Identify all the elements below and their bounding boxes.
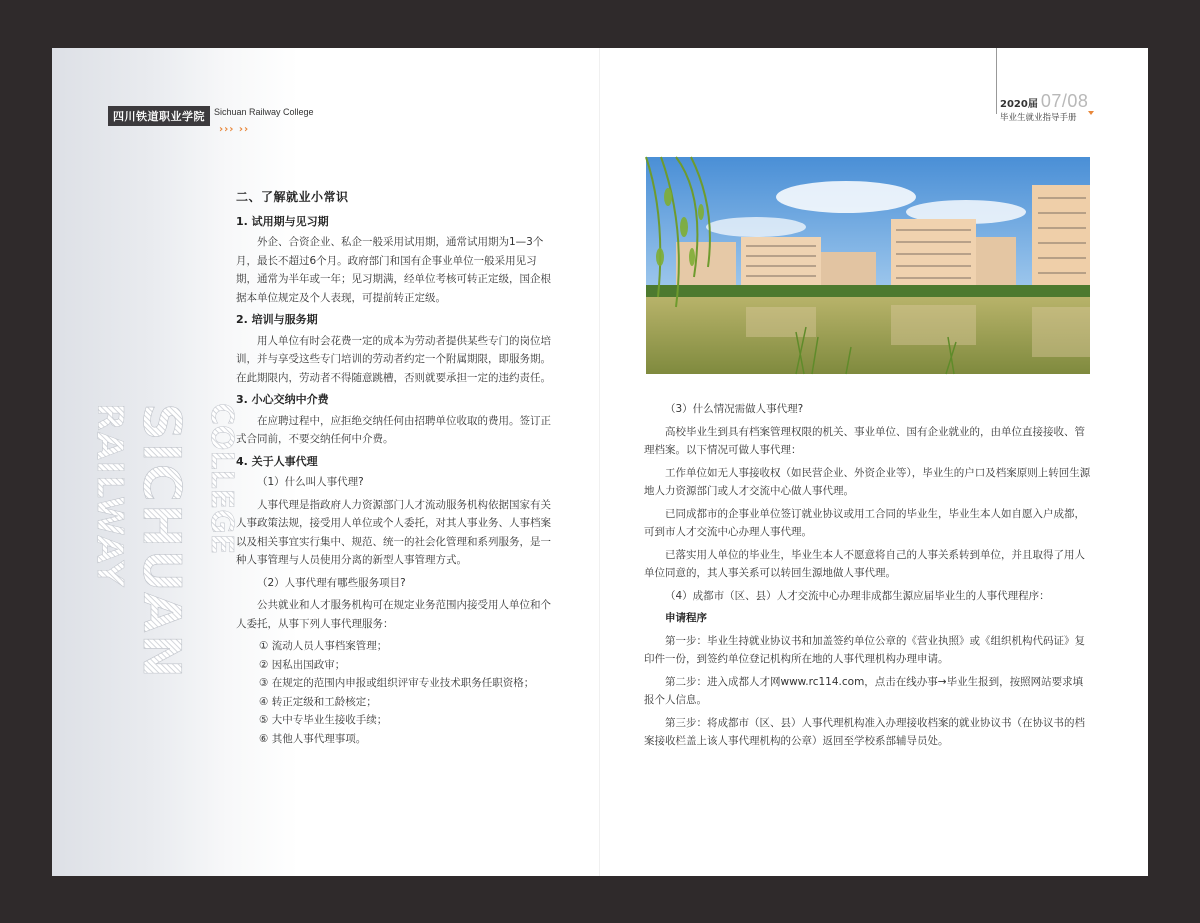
svg-text:SICHUAN: SICHUAN (131, 403, 191, 680)
caret-down-icon (1088, 111, 1094, 115)
arrow-decoration-icon: ››› ›› (219, 124, 250, 135)
section-title: 二、了解就业小常识 (236, 190, 349, 204)
question-4: （4）成都市（区、县）人才交流中心办理非成都生源应届毕业生的人事代理程序： (665, 589, 1050, 602)
subsection-agency-fee-text: 在应聘过程中，应拒绝交纳任何由招聘单位收取的费用。签订正式合同前，不要交纳任何中介费。 (236, 414, 551, 445)
watermark-logo (72, 403, 239, 803)
subsection-probation-title: 1. 试用期与见习期 (236, 214, 329, 228)
brochure-page (52, 48, 1148, 876)
question-3: （3）什么情况需做人事代理? (665, 403, 804, 415)
question-3-paragraph-3: 已同成都市的企事业单位签订就业协议或用工合同的毕业生，毕业生本人如自愿入户成都，可到市人才交流中心办理人事代理。 (644, 507, 1085, 538)
service-item: ⑤ 大中专毕业生接收手续； (259, 714, 388, 726)
campus-photo (646, 157, 1090, 374)
school-name-cn: 四川铁道职业学院 (108, 106, 210, 126)
right-column (644, 400, 1092, 755)
procedure-step-1: 第一步：毕业生持就业协议书和加盖签约单位公章的《营业执照》或《组织机构代码证》复印件一份，到签约单位登记机构所在地的人事代理机构办理申请。 (644, 634, 1085, 665)
question-3-paragraph-2: 工作单位如无人事接收权（如民营企业、外资企业等），毕业生的户口及档案原则上转回生源地人力资源部门或人才交流中心做人事代理。 (644, 466, 1091, 497)
service-list (236, 637, 554, 748)
question-3-paragraph-4: 已落实用人单位的毕业生，毕业生本人不愿意将自己的人事关系转到单位，并且取得了用人单位同意的，其人事关系可以转回生源地做人事代理。 (644, 548, 1085, 579)
subsection-probation-text: 外企、合资企业、私企一般采用试用期，通常试用期为1—3个月，最长不超过6个月。政府部门和国有企事业单位一般采用见习期，通常为半年或一年；见习期满，经单位考核可转正定级，国企根据本单位规定及个人表现，可提前转正定级。 (236, 236, 551, 304)
page-spine (599, 48, 600, 876)
subsection-personnel-agency-title: 4. 关于人事代理 (236, 454, 318, 468)
header-divider (996, 48, 997, 114)
question-1-answer: 人事代理是指政府人力资源部门人才流动服务机构依据国家有关人事政策法规，接受用人单位或个人委托，对其人事业务、人事档案以及相关事宜实行集中、规范、统一的社会化管理和系列服务，是一种人事管理与人员使用分离的新型人事管理方式。 (236, 498, 551, 566)
question-2-answer: 公共就业和人才服务机构可在规定业务范围内接受用人单位和个人委托，从事下列人事代理服务： (236, 599, 551, 630)
svg-text:RAILWAY: RAILWAY (89, 403, 130, 588)
procedure-title: 申请程序 (665, 612, 707, 624)
procedure-step-2: 第二步：进入成都人才网www.rc114.com，点击在线办事→毕业生报到，按照网站要求填报个人信息。 (644, 675, 1084, 706)
question-2: （2）人事代理有哪些服务项目? (257, 576, 406, 589)
school-name-en: Sichuan Railway College (214, 107, 314, 117)
service-item: ② 因私出国政审； (259, 658, 346, 671)
service-item: ③ 在规定的范围内申报或组织评审专业技术职务任职资格； (259, 677, 535, 689)
service-item: ① 流动人员人事档案管理； (259, 640, 388, 652)
service-item: ⑥ 其他人事代理事项。 (259, 732, 367, 745)
page-header (1000, 91, 1100, 123)
subsection-training-title: 2. 培训与服务期 (236, 313, 318, 326)
question-1: （1）什么叫人事代理? (257, 476, 364, 488)
handbook-title: 毕业生就业指导手册 (1000, 113, 1077, 123)
question-3-paragraph-1: 高校毕业生到具有档案管理权限的机关、事业单位、国有企业就业的，由单位直接接收、管理档案。以下情况可做人事代理： (644, 425, 1085, 456)
subsection-agency-fee-title: 3. 小心交纳中介费 (236, 393, 329, 406)
svg-text:COLLEGE: COLLEGE (204, 403, 239, 555)
page-number: 07/08 (1040, 91, 1089, 111)
year-label: 2020届 (1000, 99, 1038, 110)
service-item: ④ 转正定级和工龄核定； (259, 695, 377, 708)
procedure-step-3: 第三步：将成都市（区、县）人事代理机构准入办理接收档案的就业协议书（在协议书的档案接收栏盖上该人事代理机构的公章）返回至学校系部辅导员处。 (644, 716, 1085, 747)
subsection-training-text: 用人单位有时会花费一定的成本为劳动者提供某些专门的岗位培训，并与享受这些专门培训的劳动者约定一个附属期限，即服务期。在此期限内，劳动者不得随意跳槽，否则就要承担一定的违约责任。 (236, 334, 551, 384)
school-brand (108, 106, 314, 135)
left-column (236, 188, 554, 748)
